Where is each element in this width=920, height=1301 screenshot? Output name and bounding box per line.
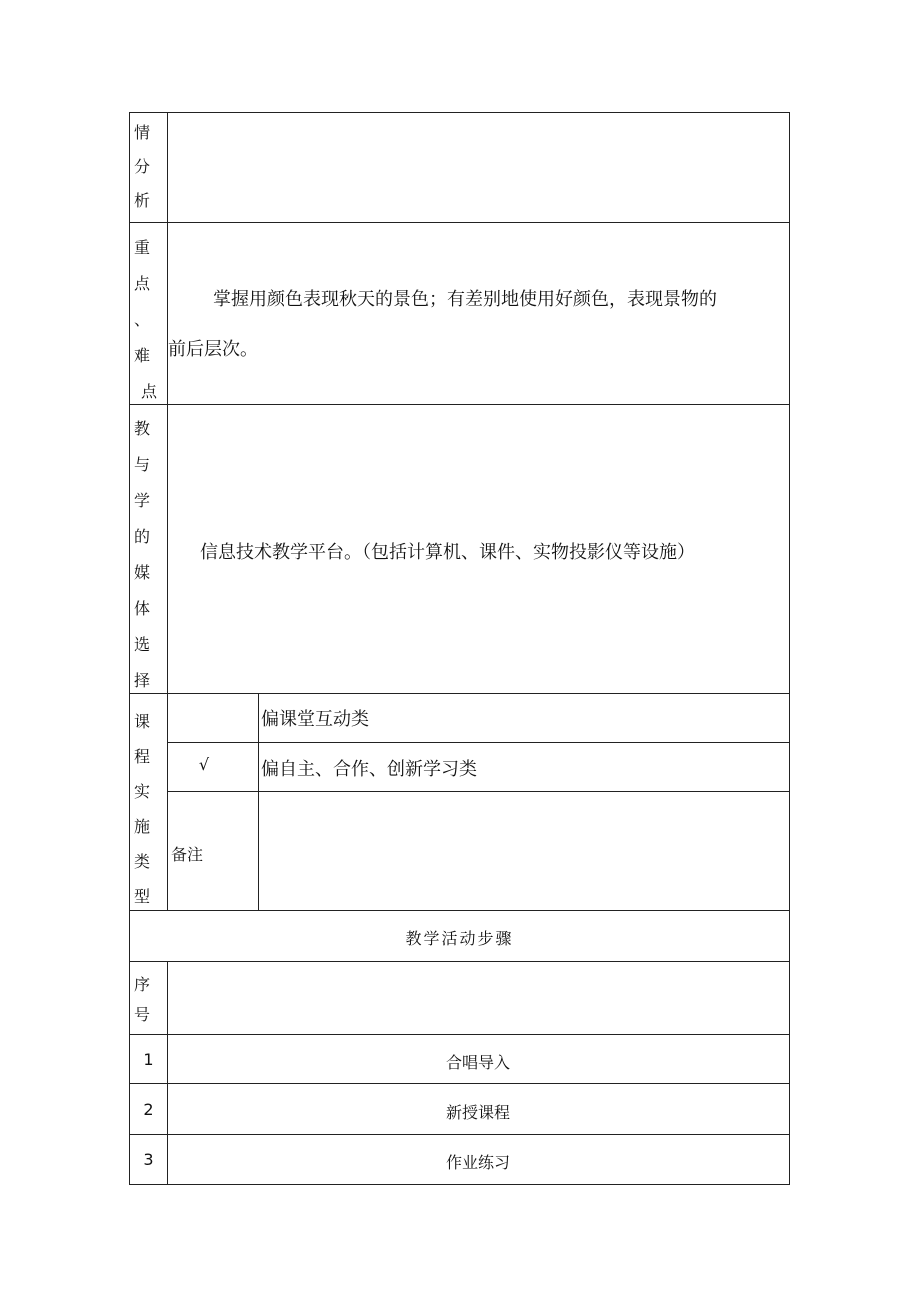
label-char: 析 — [134, 191, 151, 210]
row-divider — [130, 1083, 789, 1084]
option-label: 偏自主、合作、创新学习类 — [261, 759, 477, 780]
media-selection-content: 信息技术教学平台。（包括计算机、课件、实物投影仪等设施） — [200, 542, 695, 563]
checkmark: √ — [198, 755, 210, 774]
key-difficult-points-label — [130, 230, 167, 410]
label-char: 、 — [134, 310, 151, 329]
label-char: 实 — [134, 782, 151, 801]
label-char: 分 — [134, 157, 151, 176]
label-char: 课 — [134, 712, 151, 731]
activity-steps-title: 教学活动步骤 — [405, 929, 514, 948]
row-divider — [130, 910, 789, 911]
step-number: 2 — [143, 1100, 154, 1119]
label-char: 与 — [134, 455, 151, 474]
column-divider — [258, 693, 259, 910]
row-divider — [167, 791, 789, 792]
step-name: 新授课程 — [445, 1103, 510, 1122]
label-char: 施 — [134, 817, 151, 836]
label-char: 程 — [134, 747, 151, 766]
label-char: 教 — [134, 419, 151, 438]
label-char: 号 — [134, 1005, 151, 1024]
label-char: 点 — [141, 382, 158, 401]
option-label: 偏课堂互动类 — [261, 709, 369, 730]
label-char: 情 — [134, 123, 151, 142]
row-divider — [130, 961, 789, 962]
label-char: 难 — [134, 346, 151, 365]
label-char: 序 — [134, 975, 151, 994]
remark-label: 备注 — [171, 845, 204, 864]
row-divider — [167, 742, 789, 743]
key-points-line-1: 掌握用颜色表现秋天的景色；有差别地使用好颜色，表现景物的 — [213, 289, 717, 310]
lesson-plan-table — [129, 112, 790, 1185]
label-char: 媒 — [134, 563, 151, 582]
key-points-line-2: 前后层次。 — [168, 339, 258, 360]
label-char: 重 — [134, 238, 151, 257]
label-char: 的 — [134, 527, 151, 546]
label-char: 学 — [134, 491, 151, 510]
step-name: 合唱导入 — [445, 1053, 510, 1072]
course-type-label — [130, 704, 167, 914]
row-divider — [130, 404, 789, 405]
row-divider — [130, 1134, 789, 1135]
step-number: 3 — [143, 1150, 154, 1169]
step-number: 1 — [143, 1050, 154, 1069]
row-divider — [130, 222, 789, 223]
row-divider — [130, 1034, 789, 1035]
column-divider — [167, 113, 168, 910]
step-name: 作业练习 — [445, 1153, 510, 1172]
media-selection-label — [130, 411, 167, 699]
label-char: 类 — [134, 852, 151, 871]
label-char: 择 — [134, 671, 151, 690]
index-header — [130, 970, 167, 1030]
label-char: 点 — [134, 274, 151, 293]
label-char: 体 — [134, 599, 151, 618]
row-divider — [130, 693, 789, 694]
label-char: 型 — [134, 887, 151, 906]
label-char: 选 — [134, 635, 151, 654]
situation-analysis-label — [130, 116, 167, 218]
